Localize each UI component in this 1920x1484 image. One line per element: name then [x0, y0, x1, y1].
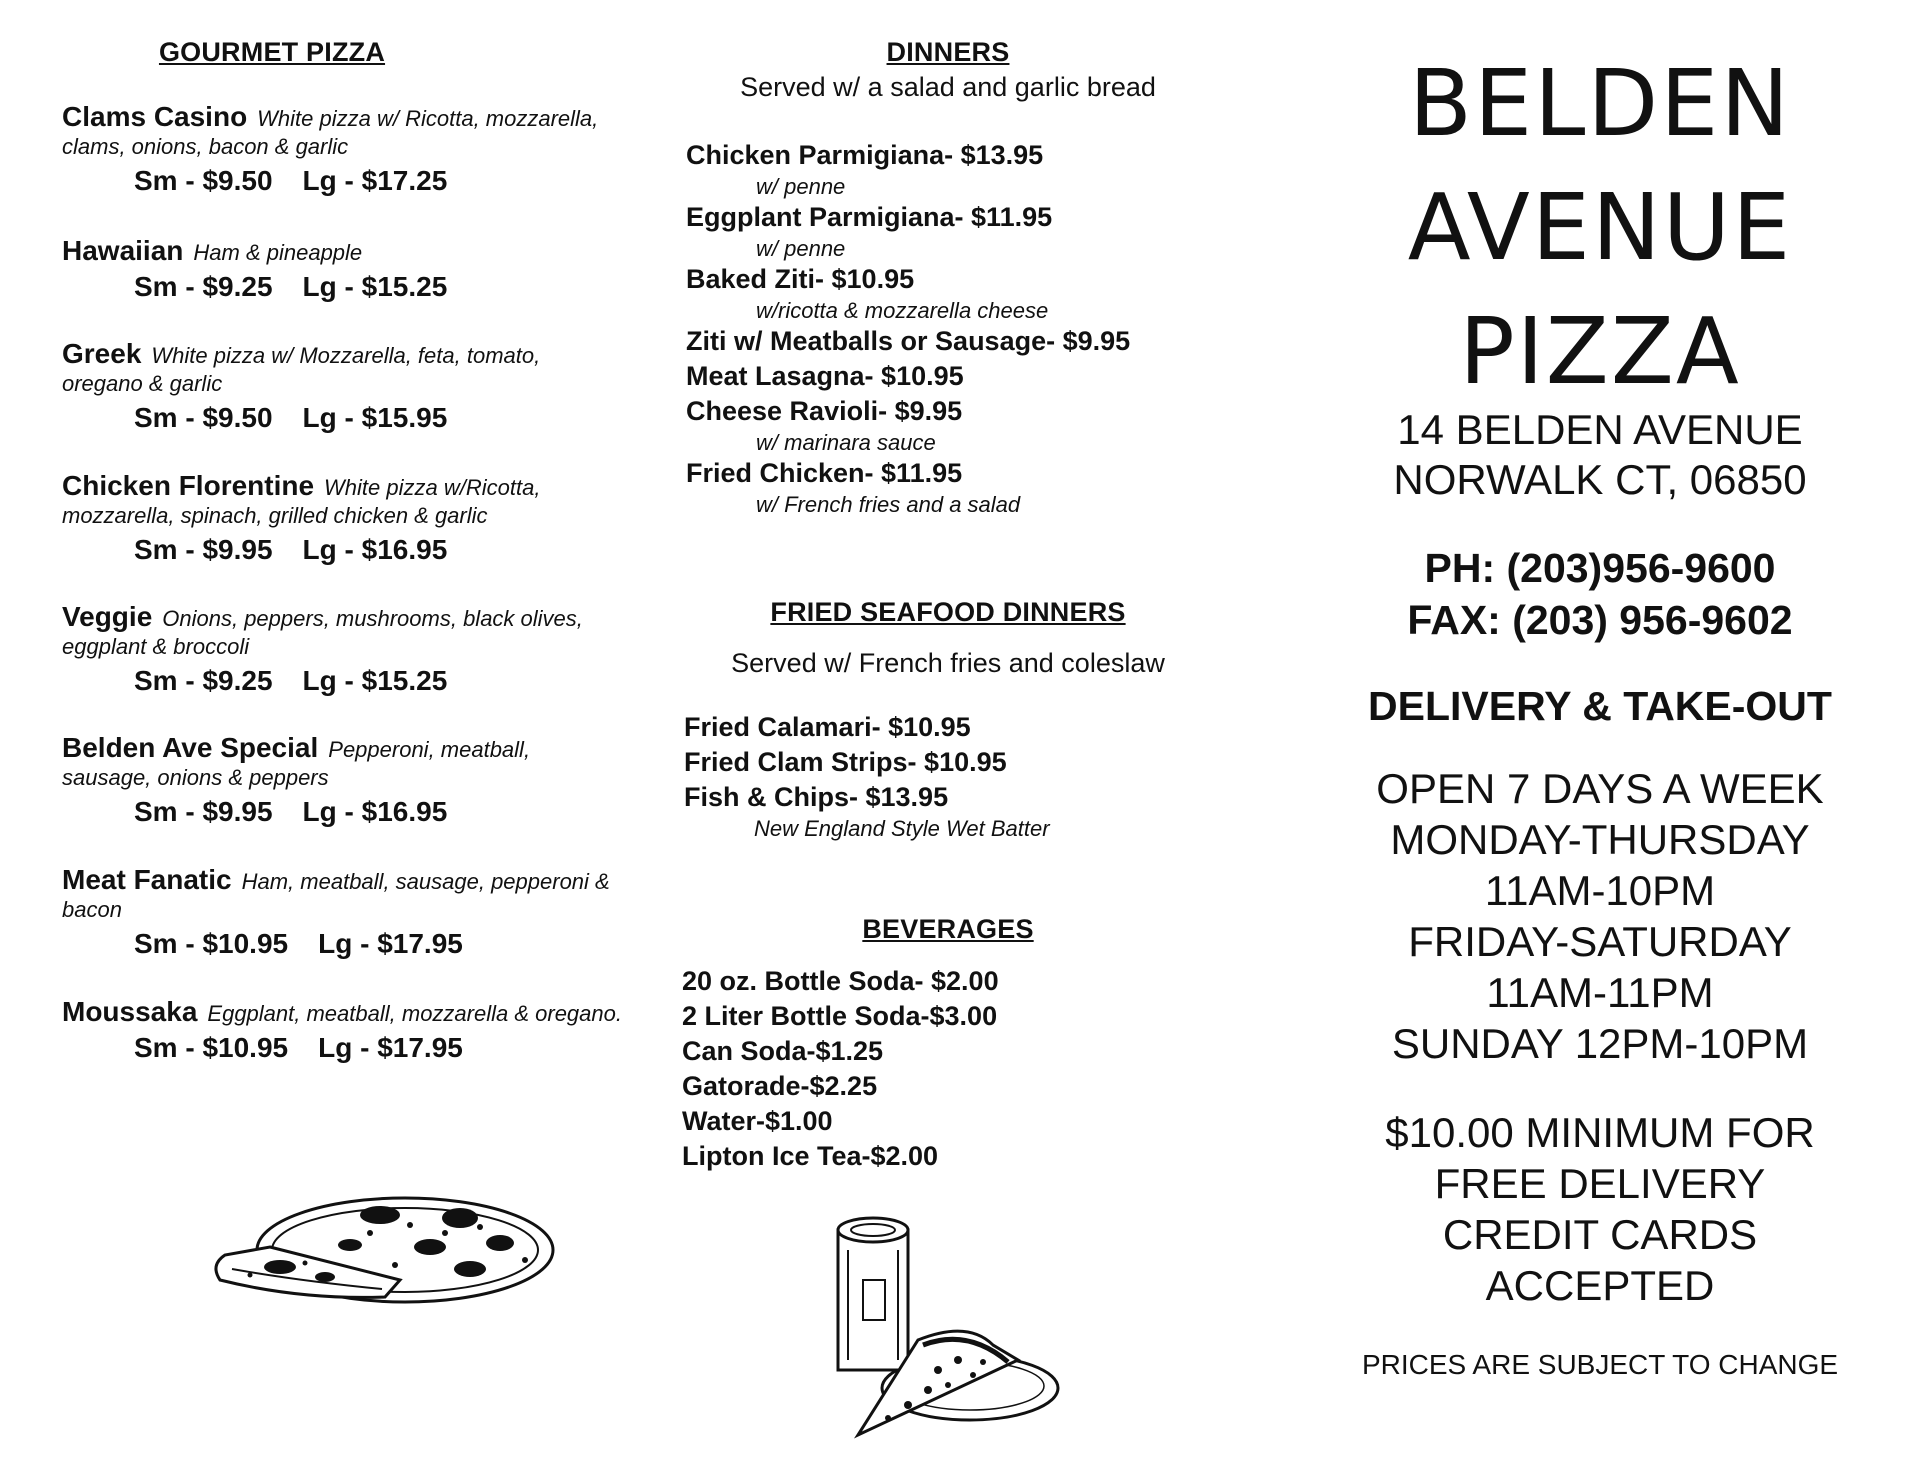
menu-item: Chicken Parmigiana- $13.95: [686, 140, 1044, 170]
item-note: w/ marinara sauce: [756, 430, 936, 455]
small-price: Sm - $9.25: [134, 271, 273, 302]
soda-can-and-slice-icon: [818, 1210, 1058, 1440]
menu-item: Baked Ziti- $10.95: [686, 264, 915, 294]
menu-item: [62, 866, 622, 960]
item-name: Hawaiian: [62, 235, 184, 266]
small-price: Sm - $9.50: [134, 165, 273, 196]
pizza-icon: [150, 1185, 570, 1310]
menu-item: Meat Lasagna- $10.95: [686, 361, 964, 391]
item-note: w/ penne: [756, 174, 846, 199]
gourmet-pizza-heading: GOURMET PIZZA: [158, 37, 386, 67]
item-name: Greek: [62, 338, 142, 369]
dinners-list: [686, 138, 1130, 518]
item-note: New England Style Wet Batter: [754, 816, 1050, 841]
price-disclaimer: PRICES ARE SUBJECT TO CHANGE: [1361, 1349, 1839, 1380]
service-banner: DELIVERY & TAKE-OUT: [1368, 683, 1832, 729]
large-price: Lg - $17.95: [318, 928, 463, 959]
item-description: White pizza w/ Mozzarella, feta, tomato, oregano & garlic: [62, 343, 541, 396]
item-description: Ham, meatball, sausage, pepperoni & bacon: [62, 869, 610, 922]
address-line: NORWALK CT, 06850: [1393, 456, 1807, 503]
address: [1290, 405, 1910, 505]
minimum-line: $10.00 MINIMUM FOR: [1385, 1109, 1815, 1156]
contact-numbers: [1290, 542, 1910, 646]
beverage-item: 2 Liter Bottle Soda-$3.00: [682, 1001, 998, 1031]
large-price: Lg - $17.95: [318, 1032, 463, 1063]
menu-item: [62, 998, 622, 1064]
menu-item: [62, 734, 622, 828]
large-price: Lg - $15.25: [302, 271, 448, 302]
menu-item: [62, 237, 622, 303]
large-price: Lg - $15.95: [302, 402, 448, 433]
dinners-heading: DINNERS: [886, 37, 1010, 67]
item-note: w/ penne: [756, 236, 846, 261]
beverages-list: [682, 964, 999, 1174]
seafood-heading: FRIED SEAFOOD DINNERS: [770, 597, 1126, 627]
seafood-list: [684, 710, 1050, 842]
logo-line: PIZZA: [1459, 298, 1741, 405]
menu-item: Fish & Chips- $13.95: [684, 782, 949, 812]
small-price: Sm - $10.95: [134, 928, 289, 959]
hours-line: 11AM-11PM: [1486, 969, 1714, 1016]
fax-number: FAX: (203) 956-9602: [1407, 597, 1793, 643]
minimum-line: CREDIT CARDS: [1442, 1211, 1758, 1258]
menu-item: Ziti w/ Meatballs or Sausage- $9.95: [686, 326, 1131, 356]
small-price: Sm - $9.50: [134, 402, 273, 433]
address-line: 14 BELDEN AVENUE: [1397, 406, 1803, 453]
beverages-heading: BEVERAGES: [862, 914, 1034, 944]
beverage-item: Water-$1.00: [682, 1106, 833, 1136]
small-price: Sm - $9.95: [134, 796, 273, 827]
beverage-item: Gatorade-$2.25: [682, 1071, 878, 1101]
beverage-item: Can Soda-$1.25: [682, 1036, 884, 1066]
beverage-item: Lipton Ice Tea-$2.00: [682, 1141, 939, 1171]
hours: [1290, 763, 1910, 1069]
menu-item: Eggplant Parmigiana- $11.95: [686, 202, 1053, 232]
small-price: Sm - $9.25: [134, 665, 273, 696]
item-name: Veggie: [62, 601, 153, 632]
item-name: Moussaka: [62, 996, 198, 1027]
minimum-line: ACCEPTED: [1485, 1262, 1715, 1309]
item-description: Onions, peppers, mushrooms, black olives, eggplant & broccoli: [62, 606, 583, 659]
restaurant-logo: [1290, 42, 1910, 414]
item-name: Meat Fanatic: [62, 864, 232, 895]
large-price: Lg - $16.95: [302, 534, 448, 565]
menu-item: Fried Chicken- $11.95: [686, 458, 963, 488]
large-price: Lg - $17.25: [302, 165, 448, 196]
dinners-subheading: Served w/ a salad and garlic bread: [740, 72, 1156, 102]
item-name: Belden Ave Special: [62, 732, 319, 763]
small-price: Sm - $10.95: [134, 1032, 289, 1063]
hours-line: FRIDAY-SATURDAY: [1408, 918, 1792, 965]
menu-item: Fried Clam Strips- $10.95: [684, 747, 1007, 777]
item-description: Pepperoni, meatball, sausage, onions & peppers: [62, 737, 531, 790]
logo-line: BELDEN: [1408, 50, 1792, 157]
menu-item: Fried Calamari- $10.95: [684, 712, 971, 742]
hours-line: 11AM-10PM: [1484, 867, 1716, 914]
hours-line: OPEN 7 DAYS A WEEK: [1376, 765, 1824, 812]
menu-item: [62, 603, 622, 697]
delivery-minimum: [1290, 1107, 1910, 1311]
item-note: w/ French fries and a salad: [756, 492, 1021, 517]
menu-item: [62, 472, 622, 566]
large-price: Lg - $15.25: [302, 665, 448, 696]
hours-line: SUNDAY 12PM-10PM: [1391, 1020, 1809, 1067]
small-price: Sm - $9.95: [134, 534, 273, 565]
logo-line: AVENUE: [1407, 174, 1793, 281]
phone-number: PH: (203)956-9600: [1424, 545, 1776, 591]
hours-line: MONDAY-THURSDAY: [1390, 816, 1810, 863]
item-name: Clams Casino: [62, 101, 248, 132]
item-name: Chicken Florentine: [62, 470, 315, 501]
seafood-subheading: Served w/ French fries and coleslaw: [731, 648, 1165, 678]
item-description: Eggplant, meatball, mozzarella & oregano.: [207, 1001, 622, 1026]
menu-item: [62, 340, 622, 434]
beverage-item: 20 oz. Bottle Soda- $2.00: [682, 966, 999, 996]
item-description: White pizza w/Ricotta, mozzarella, spinach, grilled chicken & garlic: [62, 475, 541, 528]
item-note: w/ricotta & mozzarella cheese: [756, 298, 1049, 323]
item-description: Ham & pineapple: [193, 240, 363, 265]
item-description: White pizza w/ Ricotta, mozzarella, clams, onions, bacon & garlic: [62, 106, 599, 159]
minimum-line: FREE DELIVERY: [1434, 1160, 1766, 1207]
menu-item: [62, 103, 622, 197]
menu-item: Cheese Ravioli- $9.95: [686, 396, 963, 426]
large-price: Lg - $16.95: [302, 796, 448, 827]
